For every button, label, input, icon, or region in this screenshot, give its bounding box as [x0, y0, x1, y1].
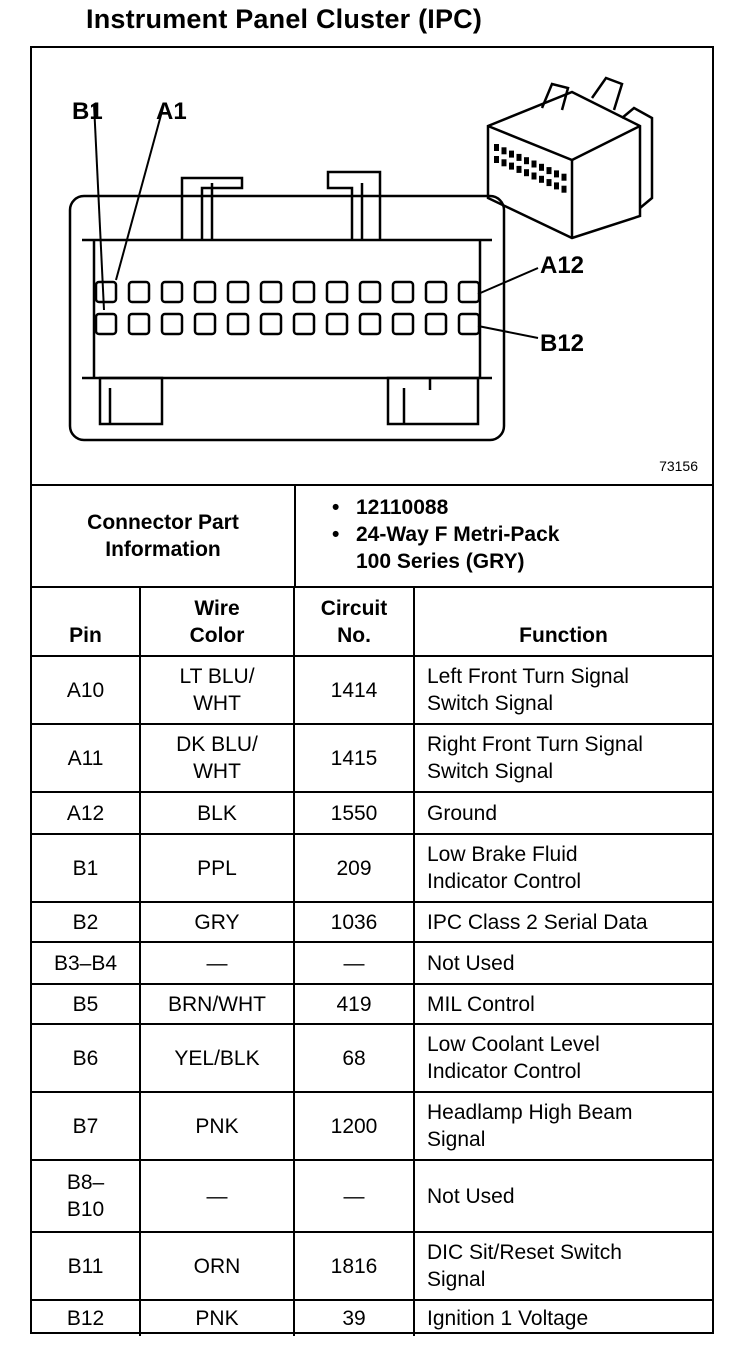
thumbnail-cavity — [562, 186, 567, 193]
function-cell: MIL Control — [414, 984, 712, 1024]
pin-cavity — [162, 314, 182, 334]
label-a12: A12 — [540, 252, 585, 279]
pin-cavity — [228, 314, 248, 334]
wire-color-cell: PNK — [140, 1092, 294, 1160]
table-row — [32, 1300, 712, 1336]
connector-info-label-line2: Information — [105, 538, 221, 561]
pin-cavity — [129, 314, 149, 334]
connector-type-line2: 100 Series (GRY) — [356, 550, 525, 573]
function-cell: IPC Class 2 Serial Data — [414, 902, 712, 942]
pin-cavity — [426, 282, 446, 302]
pin-cavity — [195, 282, 215, 302]
table-row — [32, 656, 712, 724]
wire-color-cell: BRN/WHT — [140, 984, 294, 1024]
connector-type-line1: 24-Way F Metri-Pack — [356, 523, 560, 546]
table-row — [32, 984, 712, 1024]
pin-cell: B2 — [32, 902, 140, 942]
wire-color-cell: — — [140, 942, 294, 984]
pin-cavity — [327, 314, 347, 334]
thumbnail-cavity — [547, 179, 552, 186]
bullet: • — [332, 523, 340, 546]
thumbnail-cavity — [494, 144, 499, 151]
function-cell: Left Front Turn Signal Switch Signal — [414, 656, 712, 724]
pin-cell: A11 — [32, 724, 140, 792]
header-pin: Pin — [32, 588, 140, 656]
thumbnail-cavity — [539, 176, 544, 183]
function-cell: Not Used — [414, 1160, 712, 1232]
table-row — [32, 1024, 712, 1092]
circuit-cell: 68 — [294, 1024, 414, 1092]
header-function: Function — [414, 588, 712, 656]
wire-color-cell: PPL — [140, 834, 294, 902]
connector-diagram — [32, 48, 712, 486]
pin-cavity — [294, 282, 314, 302]
label-a1: A1 — [156, 98, 187, 125]
circuit-cell: 1415 — [294, 724, 414, 792]
page-title: Instrument Panel Cluster (IPC) — [86, 4, 483, 34]
thumbnail-cavity — [494, 156, 499, 163]
thumbnail-cavity — [524, 169, 529, 176]
thumbnail-cavity — [502, 147, 507, 154]
pin-cell: B11 — [32, 1232, 140, 1300]
connector-part-information — [32, 486, 712, 588]
label-b1: B1 — [72, 98, 103, 125]
connector-info-label — [32, 486, 296, 586]
thumbnail-cavity — [554, 170, 559, 177]
pin-cell: B8– B10 — [32, 1160, 140, 1232]
function-cell: Not Used — [414, 942, 712, 984]
function-cell: Ignition 1 Voltage — [414, 1300, 712, 1336]
circuit-cell: 419 — [294, 984, 414, 1024]
function-cell: DIC Sit/Reset Switch Signal — [414, 1232, 712, 1300]
table-row — [32, 1160, 712, 1232]
wire-color-cell: GRY — [140, 902, 294, 942]
thumbnail-cavity — [532, 161, 537, 168]
thumbnail-cavity — [539, 164, 544, 171]
pin-cell: B12 — [32, 1300, 140, 1336]
wire-color-cell: YEL/BLK — [140, 1024, 294, 1092]
function-cell: Headlamp High Beam Signal — [414, 1092, 712, 1160]
connector-info-label-line1: Connector Part — [87, 511, 239, 534]
wire-color-cell: — — [140, 1160, 294, 1232]
circuit-cell: — — [294, 942, 414, 984]
bullet: • — [332, 496, 340, 519]
pin-cavity — [129, 282, 149, 302]
pin-cavity — [261, 282, 281, 302]
wire-color-cell: BLK — [140, 792, 294, 834]
circuit-cell: — — [294, 1160, 414, 1232]
pinout-table — [32, 588, 712, 1336]
table-row — [32, 834, 712, 902]
connector-sheet — [30, 46, 714, 1334]
figure-number: 73156 — [659, 458, 698, 474]
pin-cell: B1 — [32, 834, 140, 902]
table-row — [32, 902, 712, 942]
thumbnail-cavity — [509, 151, 514, 158]
circuit-cell: 1036 — [294, 902, 414, 942]
pin-cell: B3–B4 — [32, 942, 140, 984]
thumbnail-cavity — [517, 166, 522, 173]
function-cell: Low Brake Fluid Indicator Control — [414, 834, 712, 902]
circuit-cell: 1414 — [294, 656, 414, 724]
pin-cell: B7 — [32, 1092, 140, 1160]
thumbnail-cavity — [517, 154, 522, 161]
pin-cavity — [294, 314, 314, 334]
pin-cavity — [393, 314, 413, 334]
pin-cell: B6 — [32, 1024, 140, 1092]
table-row — [32, 1232, 712, 1300]
pin-cavity — [327, 282, 347, 302]
connector-drawing — [32, 48, 712, 484]
circuit-cell: 209 — [294, 834, 414, 902]
pin-cavity — [459, 282, 479, 302]
thumbnail-cavity — [532, 173, 537, 180]
pin-cavity — [459, 314, 479, 334]
wire-color-cell: LT BLU/ WHT — [140, 656, 294, 724]
circuit-cell: 1550 — [294, 792, 414, 834]
header-circuit-no: Circuit No. — [294, 588, 414, 656]
wire-color-cell: PNK — [140, 1300, 294, 1336]
pin-cell: B5 — [32, 984, 140, 1024]
table-row — [32, 792, 712, 834]
circuit-cell: 1200 — [294, 1092, 414, 1160]
thumbnail-cavity — [509, 163, 514, 170]
pin-cavity — [393, 282, 413, 302]
part-number: 12110088 — [356, 496, 449, 519]
pin-cavity — [360, 282, 380, 302]
header-wire-color: Wire Color — [140, 588, 294, 656]
pin-cavity — [261, 314, 281, 334]
pin-cavity — [426, 314, 446, 334]
pin-cell: A12 — [32, 792, 140, 834]
table-row — [32, 1092, 712, 1160]
thumbnail-cavity — [554, 182, 559, 189]
pin-cavity — [195, 314, 215, 334]
function-cell: Right Front Turn Signal Switch Signal — [414, 724, 712, 792]
pin-cavity — [162, 282, 182, 302]
thumbnail-cavity — [562, 174, 567, 181]
label-b12: B12 — [540, 330, 585, 357]
pin-cavity — [96, 282, 116, 302]
pin-cavity — [96, 314, 116, 334]
table-row — [32, 942, 712, 984]
wire-color-cell: DK BLU/ WHT — [140, 724, 294, 792]
function-cell: Low Coolant Level Indicator Control — [414, 1024, 712, 1092]
thumbnail-cavity — [524, 157, 529, 164]
circuit-cell: 39 — [294, 1300, 414, 1336]
connector-info-values — [332, 494, 559, 575]
pin-cell: A10 — [32, 656, 140, 724]
wire-color-cell: ORN — [140, 1232, 294, 1300]
thumbnail-cavity — [502, 159, 507, 166]
thumbnail-cavity — [547, 167, 552, 174]
function-cell: Ground — [414, 792, 712, 834]
circuit-cell: 1816 — [294, 1232, 414, 1300]
table-row — [32, 724, 712, 792]
pin-cavity — [228, 282, 248, 302]
pin-cavity — [360, 314, 380, 334]
